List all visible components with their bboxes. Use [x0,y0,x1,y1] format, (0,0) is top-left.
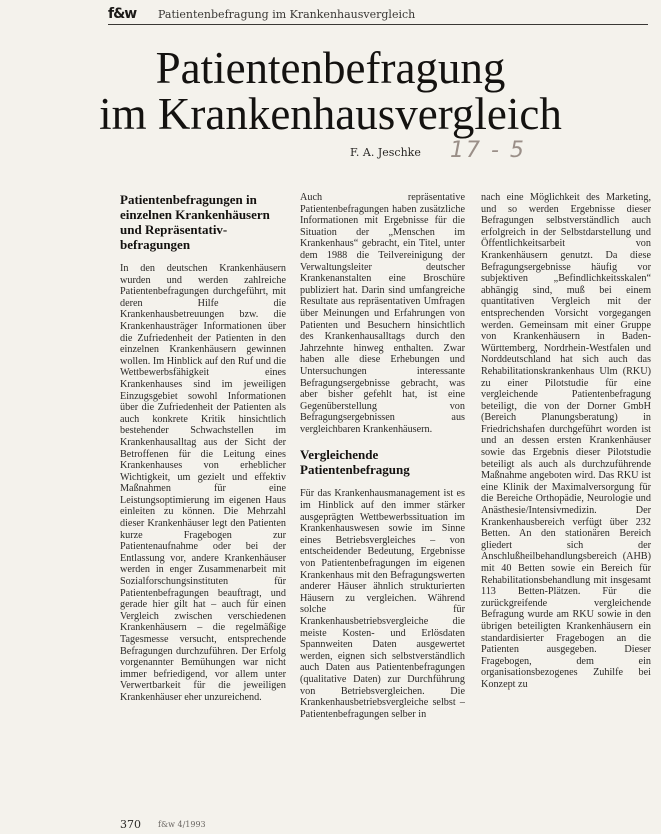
paragraph: nach eine Möglichkeit des Marketing, und so werden Ergebnisse dieser Befragungen selbstverständlich auch erfolgreich in der Selbstdarstellung und Öffentlichkeitsarbeit von Krankenhäusern genutzt. Da diese Befragungsergebnisse häufig vor subjektiven „Befindlichkeitsskalen“ abhängig sind, muß bei einem quantitativen Vergleich mit der entsprechenden Vorsicht vorgegangen werden. Gemeinsam mit einer Gruppe von Krankenhäusern in Baden-Württemberg, Nordrhein-Westfalen und Norddeutschland hat sich auch das Rehabilitationskrankenhaus Ulm (RKU) zu einer Pilotstudie für eine vergleichende Patientenbefragung beteiligt, die von der Dorner GmbH (Bereich Planungsberatung) in Friedrichshafen durchgeführt worden ist und an dessen ersten Krankenhäuser sowie das Ergebnis dieser Pilotstudie beteiligt als auch als durchzuführende Maßnahme angeboten wird. Das RKU ist eine Klinik der Maximalversorgung für die Bereiche Orthopädie, Neurologie und Anästhesie/Intensivmedizin. Der Krankenhausbereich verfügt über 232 Betten. An den stationären Bereich gliedert sich der Anschlußheilbehandlungsbereich (AHB) mit 40 Betten sowie ein Bereich für Rehabilitationsbehandlung mit insgesamt 113 Betten-Plätzen. Für die zurückgreifende vergleichende Befragung wurde am RKU sowie in den übrigen beteiligten Krankenhäusern ein standardisierter Fragebogen an die Patienten ausgegeben. Dieser Fragebogen, dem ein organisationsbezogenes Zuhilfe bei Konzept zu [481,192,651,690]
running-head-text: Patientenbefragung im Krankenhausvergleich [158,8,416,21]
journal-logo: f&w [108,6,137,22]
article-title-line-2: im Krankenhausvergleich [99,89,562,139]
author-byline: F. A. Jeschke [350,146,421,159]
publication-footer: f&w 4/1993 [158,820,206,829]
paragraph: Für das Krankenhausmanagement ist es im Hinblick auf den immer stärker ausgeprägten Wettbewerbssituation im Krankenhauswesen sowie im Sinne eines Betriebsvergleiches – von entscheidender Bedeutung, Ergebnisse von Patientenbefragungen im eigenen Krankenhaus mit den Befragungswerten anderer Häuser ähnlich strukturierten Häusern zu vergleichen. Während solche für Krankenhausbetriebsvergleiche die meiste Kosten- und Erlösdaten Spannweiten Daten ausgewertet werden, eignen sich selbstverständlich auch Daten aus Patientenbefragungen (qualitative Daten) zur Durchführung von Betriebsvergleichen. Die Krankenhausbetriebsvergleiche selbst – Patientenbefragungen selber in [300,488,465,720]
article-title-line-1: Patientenbefragung [155,43,506,93]
text-column-3 [481,192,651,804]
text-column-1 [120,192,286,800]
paragraph: In den deutschen Krankenhäusern wurden und werden zahlreiche Patientenbefragungen durchgeführt, mit deren Hilfe die Krankenhausbetreuungen bzw. die Krankenhausträger Informationen über die Zufriedenheit der Patienten in den einzelnen Krankenhäusern gewinnen wollen. Im Hinblick auf den Ruf und die Wettbewerbsfähigkeit eines Krankenhauses sind im jeweiligen Einzugsgebiet sowohl Informationen über die Zufriedenheit der Patienten als auch konkrete Kritik hinsichtlich bestehender Schwachstellen im Krankenhausalltag aus der Sicht der Betroffenen für die Leitung eines Krankenhauses von erheblicher Wichtigkeit, um gezielt und effektiv Maßnahmen für eine Leistungsoptimierung im eigenen Haus einleiten zu können. Die Mehrzahl dieser Krankenhäuser legt den Patienten kurze Fragebogen zur Patientenaufnahme oder bei der Entlassung vor, andere Krankenhäuser werden in enger Zusammenarbeit mit Sozialforschungsinstituten für Patientenbefragungen beauftragt, und gerade hier gilt hat – auch für einen Vergleich zwischen verschiedenen Krankenhäusern – die regelmäßige Tagesmesse versucht, entsprechende Befragungen durchzuführen. Der Erfolg vorgenannter Bemühungen war nicht immer befriedigend, vor allem unter Verwertbarkeit für die jeweiligen Krankenhäuser eher unzureichend. [120,263,286,703]
text-column-2 [300,192,465,812]
page-number: 370 [120,818,141,831]
running-header [108,6,648,25]
handwritten-annotation: 17 - 5 [450,138,526,163]
paragraph: Auch repräsentative Patientenbefragungen haben zusätzliche Informationen mit Ergebnisse für die Situation der „Menschen im Krankenhaus“ gebracht, ein Titel, unter dem 1988 die Teilvereinigung der Verwaltungsleiter deutscher Krankenanstalten eine Broschüre publiziert hat. Darin sind umfangreiche Resultate aus repräsentativen Umfragen über Meinungen und Erfahrungen von Patienten und Besuchern hinsichtlich des Krankenhausalltags durch den Jahrzehnte hinweg enthalten. Zwar haben alle diese Erhebungen und Untersuchungen interessante Befragungsergebnisse gebracht, was aber bisher gefehlt hat, ist eine Gegenüberstellung von Befragungsergebnissen aus vergleichbaren Krankenhäusern. [300,192,465,435]
section-heading-1: Patientenbefragungen in einzelnen Krankenhäusern und Repräsentativ-befragungen [120,192,270,252]
section-heading-2: Vergleichende Patientenbefragung [300,447,410,478]
